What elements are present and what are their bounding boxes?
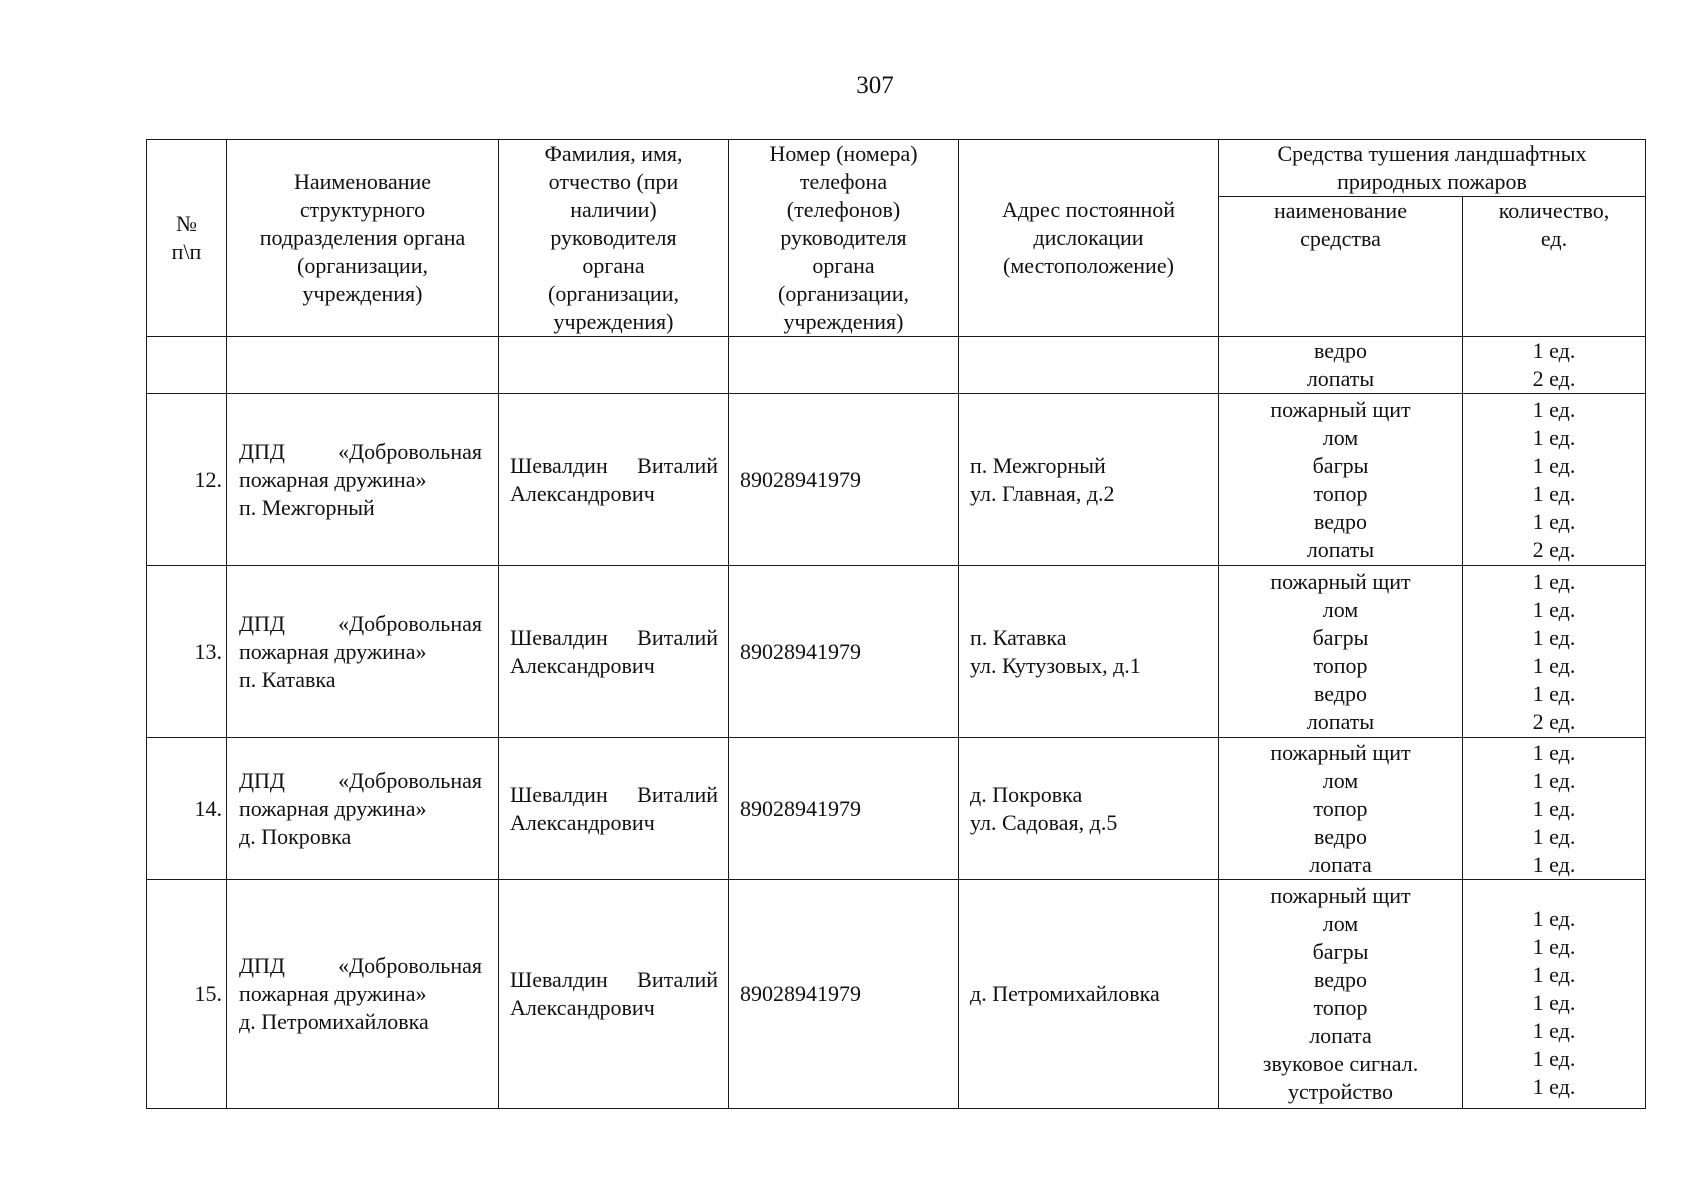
means-names	[1219, 738, 1463, 880]
org-name-part: «Добровольная	[338, 610, 482, 636]
header-means-name	[1219, 197, 1463, 337]
org-location: п. Катавка	[239, 666, 336, 692]
org-location: д. Петромихайловка	[239, 1009, 429, 1034]
means-quantity: 1 ед.	[1532, 624, 1576, 650]
address	[959, 566, 1219, 738]
org-abbrev: ДПД	[239, 767, 285, 793]
means-quantity: 1 ед.	[1532, 424, 1576, 450]
means-quantities	[1463, 566, 1646, 738]
means-item: лом	[1322, 767, 1359, 793]
row-number-text: 12.	[194, 466, 222, 492]
phone	[729, 738, 959, 880]
means-quantity: 1 ед.	[1532, 452, 1576, 478]
org-name-part: «Добровольная	[338, 438, 482, 464]
address-line2: ул. Кутузовых, д.1	[970, 652, 1141, 678]
means-item: ведро	[1314, 338, 1367, 363]
means-quantities	[1463, 880, 1646, 1109]
org-abbrev: ДПД	[239, 953, 285, 978]
head-name	[499, 394, 729, 566]
means-item: топор	[1313, 480, 1368, 506]
header-address	[959, 140, 1219, 337]
means-quantity: 1 ед.	[1532, 739, 1576, 765]
means-item: лопаты	[1306, 536, 1375, 562]
address-line1: п. Катавка	[970, 624, 1067, 650]
means-names	[1219, 566, 1463, 738]
means-item: пожарный щит	[1270, 396, 1411, 422]
head-name	[499, 880, 729, 1109]
phone-number: 89028941979	[740, 638, 861, 664]
means-quantity: 2 ед.	[1532, 366, 1576, 391]
head-name	[499, 566, 729, 738]
means-item: ведро	[1314, 508, 1367, 534]
address-line1: д. Покровка	[970, 781, 1083, 807]
means-item: багры	[1312, 452, 1369, 478]
row-number	[147, 394, 227, 566]
continuation-person	[499, 337, 729, 394]
address-line2: ул. Главная, д.2	[970, 480, 1115, 506]
org-name	[227, 880, 499, 1109]
continuation-quantities	[1463, 337, 1646, 394]
head-surname: Шевалдин	[510, 624, 608, 650]
means-quantities	[1463, 738, 1646, 880]
phone-number: 89028941979	[740, 795, 861, 821]
means-item: топор	[1313, 652, 1368, 678]
org-location: д. Покровка	[239, 823, 352, 849]
row-number-text: 15.	[194, 981, 222, 1006]
header-means-group-label: Средства тушения ландшафтных природных пожаров	[1277, 141, 1587, 194]
head-patronymic: Александрович	[510, 480, 655, 506]
means-quantity: 1 ед.	[1532, 990, 1576, 1015]
row-number-text: 14.	[194, 795, 222, 821]
head-given-name: Виталий	[637, 452, 718, 478]
header-means-qty-label: количество, ед.	[1498, 198, 1610, 251]
head-surname: Шевалдин	[510, 781, 608, 807]
means-quantity: 1 ед.	[1532, 767, 1576, 793]
header-phone-label: Номер (номера) телефона (телефонов) руководителя органа (организации, учреждения)	[769, 141, 918, 334]
head-given-name: Виталий	[637, 781, 718, 807]
org-name	[227, 738, 499, 880]
table-row	[147, 566, 1646, 738]
means-quantity: 1 ед.	[1532, 906, 1576, 931]
row-number	[147, 880, 227, 1109]
means-quantity: 1 ед.	[1532, 480, 1576, 506]
means-item: устройство	[1287, 1079, 1394, 1104]
page-number: 307	[856, 72, 894, 99]
header-org	[227, 140, 499, 337]
means-item: багры	[1312, 939, 1369, 964]
means-item: лопата	[1309, 851, 1372, 877]
means-quantity: 1 ед.	[1532, 934, 1576, 959]
means-quantity: 2 ед.	[1532, 708, 1576, 734]
means-quantities	[1463, 394, 1646, 566]
means-quantity: 1 ед.	[1532, 795, 1576, 821]
means-item: топор	[1313, 795, 1368, 821]
org-name-line2: пожарная дружина»	[239, 466, 427, 492]
means-quantity: 1 ед.	[1532, 1046, 1576, 1071]
phone	[729, 566, 959, 738]
phone	[729, 394, 959, 566]
header-person	[499, 140, 729, 337]
means-quantity: 1 ед.	[1532, 652, 1576, 678]
address-line1: п. Межгорный	[970, 452, 1106, 478]
org-name-part: «Добровольная	[338, 953, 482, 978]
table-row	[147, 880, 1646, 1109]
continuation-address	[959, 337, 1219, 394]
means-quantity: 1 ед.	[1532, 396, 1576, 422]
continuation-items	[1219, 337, 1463, 394]
continuation-phone	[729, 337, 959, 394]
means-names	[1219, 880, 1463, 1109]
means-names	[1219, 394, 1463, 566]
header-address-label: Адрес постоянной дислокации (местоположение)	[1001, 197, 1176, 278]
means-quantity: 1 ед.	[1532, 962, 1576, 987]
means-quantity: 1 ед.	[1532, 680, 1576, 706]
means-quantity: 1 ед.	[1532, 338, 1576, 363]
row-number	[147, 566, 227, 738]
means-item: пожарный щит	[1270, 739, 1411, 765]
org-name	[227, 566, 499, 738]
org-name-line2: пожарная дружина»	[239, 795, 427, 821]
head-name	[499, 738, 729, 880]
header-means-group	[1219, 140, 1646, 197]
head-patronymic: Александрович	[510, 809, 655, 835]
table-row	[147, 394, 1646, 566]
means-item: лопата	[1309, 1023, 1372, 1048]
means-quantity: 1 ед.	[1532, 1018, 1576, 1043]
org-name	[227, 394, 499, 566]
means-quantity: 1 ед.	[1532, 1074, 1576, 1099]
head-patronymic: Александрович	[510, 652, 655, 678]
header-person-label: Фамилия, имя, отчество (при наличии) руководителя органа (организации, учреждения)	[544, 141, 683, 334]
org-name-line2: пожарная дружина»	[239, 638, 427, 664]
continuation-row	[147, 337, 1646, 394]
head-surname: Шевалдин	[510, 967, 608, 992]
phone-number: 89028941979	[740, 981, 861, 1006]
org-name-line2: пожарная дружина»	[239, 981, 427, 1006]
header-means-qty	[1463, 197, 1646, 337]
row-number-text: 13.	[194, 638, 222, 664]
org-abbrev: ДПД	[239, 438, 285, 464]
means-quantity: 1 ед.	[1532, 568, 1576, 594]
header-num	[147, 140, 227, 337]
org-location: п. Межгорный	[239, 494, 375, 520]
address	[959, 880, 1219, 1109]
header-phone	[729, 140, 959, 337]
means-item: лопаты	[1306, 708, 1375, 734]
phone-number: 89028941979	[740, 466, 861, 492]
address-line2: ул. Садовая, д.5	[970, 809, 1118, 835]
address-line1: д. Петромихайловка	[970, 981, 1160, 1006]
head-surname: Шевалдин	[510, 452, 608, 478]
head-given-name: Виталий	[637, 624, 718, 650]
fire-brigades-table	[146, 139, 1646, 1109]
means-item: лом	[1322, 596, 1359, 622]
means-item: ведро	[1314, 680, 1367, 706]
address	[959, 394, 1219, 566]
means-quantity: 1 ед.	[1532, 851, 1576, 877]
means-item: лопаты	[1306, 366, 1375, 391]
means-item: лом	[1322, 911, 1359, 936]
header-means-name-label: наименование средства	[1274, 198, 1407, 251]
means-item: лом	[1322, 424, 1359, 450]
header-num-label: № п\п	[171, 211, 202, 264]
head-patronymic: Александрович	[510, 995, 655, 1020]
means-quantity: 1 ед.	[1532, 508, 1576, 534]
header-org-label: Наименование структурного подразделения органа (организации, учреждения)	[259, 169, 466, 306]
means-quantity: 1 ед.	[1532, 823, 1576, 849]
means-item: звуковое сигнал.	[1262, 1051, 1419, 1076]
means-item: ведро	[1314, 967, 1367, 992]
means-quantity: 2 ед.	[1532, 536, 1576, 562]
address	[959, 738, 1219, 880]
means-item: багры	[1312, 624, 1369, 650]
org-name-part: «Добровольная	[338, 767, 482, 793]
head-given-name: Виталий	[637, 967, 718, 992]
table-row	[147, 738, 1646, 880]
phone	[729, 880, 959, 1109]
continuation-org	[227, 337, 499, 394]
means-item: пожарный щит	[1270, 568, 1411, 594]
means-quantity: 1 ед.	[1532, 596, 1576, 622]
continuation-num	[147, 337, 227, 394]
org-abbrev: ДПД	[239, 610, 285, 636]
means-item: ведро	[1314, 823, 1367, 849]
means-item: топор	[1313, 995, 1368, 1020]
row-number	[147, 738, 227, 880]
means-item: пожарный щит	[1270, 883, 1411, 908]
